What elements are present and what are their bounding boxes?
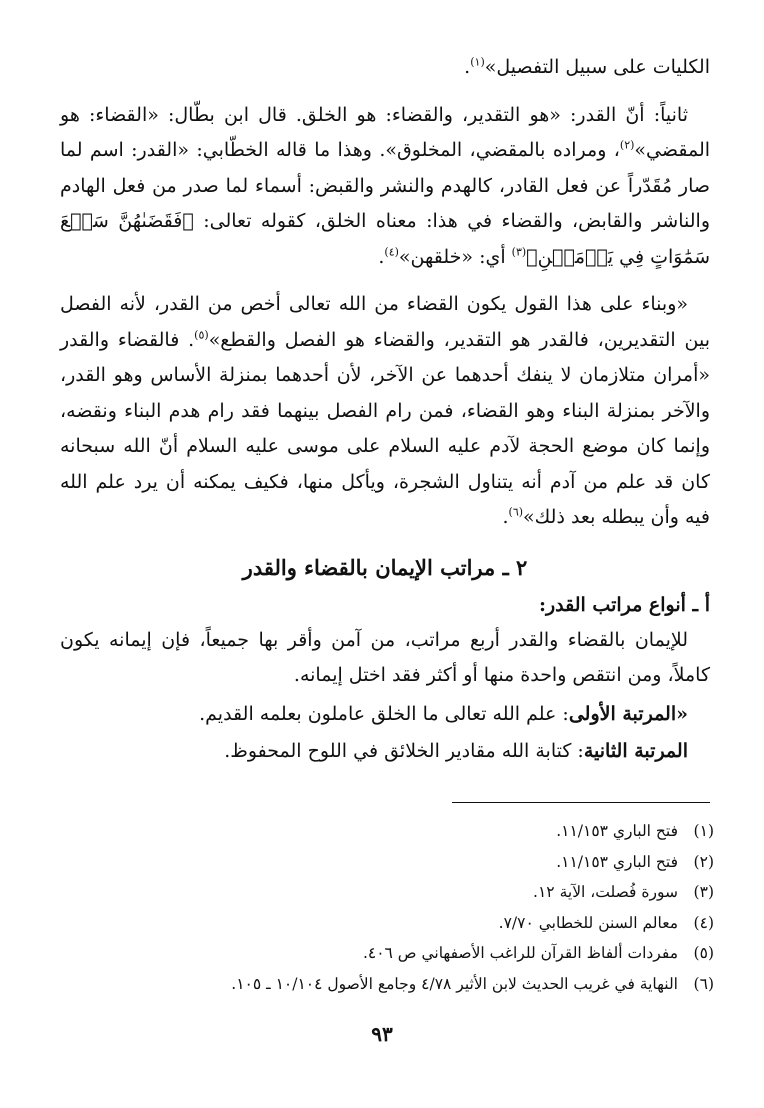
binaa-text-1: «وبناء على هذا القول يكون القضاء من الله تعالى أخص من القدر، لأنه الفصل بين التقديرين، فالقدر هو التقدير، والقضاء هو الفصل والقطع» (60, 293, 710, 351)
footnote-text: معالم السنن للخطابي ٧/٧٠. (498, 913, 678, 932)
footnote-number: (٤) (693, 913, 714, 932)
rank-second-text: : كتابة الله مقادير الخلائق في اللوح المحفوظ. (224, 739, 584, 762)
qadar-text-1: ثانياً: أنّ القدر: «هو التقدير، والقضاء: هو الخلق. قال ابن بطّال: «القضاء: هو المقضي» (60, 103, 711, 161)
subheading: أ ـ أنواع مراتب القدر: (538, 593, 710, 616)
footnote-ref-1[interactable]: (١) (470, 55, 485, 69)
page-number: ٩٣ (371, 1022, 393, 1046)
footnote-item (74, 816, 714, 847)
footnote-text: سورة فُصلت، الآية ١٢. (533, 883, 678, 901)
continuation-end: . (464, 56, 471, 78)
footnote-ref-3[interactable]: (٣) (511, 245, 527, 259)
rank-first (60, 696, 710, 733)
footnote-text: مفردات ألفاظ القرآن للراغب الأصفهاني ص ٤٠٦. (362, 944, 678, 962)
rank-first-label: «المرتبة الأولى (568, 702, 688, 725)
footnote-number: (٢) (693, 852, 714, 871)
continuation-paragraph (60, 50, 710, 86)
footnote-item (74, 877, 714, 908)
footnote-ref-4[interactable]: (٤) (384, 245, 399, 259)
footnote-number: (٣) (693, 883, 714, 901)
binaa-text-3: . (502, 506, 509, 528)
rank-second-label: المرتبة الثانية (583, 739, 688, 762)
footnote-ref-6[interactable]: (٦) (508, 505, 524, 519)
footnote-item (74, 938, 714, 969)
binaa-text-2: . فالقضاء والقدر «أمران متلازمان لا ينفك أحدهما عن الآخر، لأن أحدهما بمنزلة الأساس وهو القدر، والآخر بمنزلة البناء وهو القضاء، فمن رام الفصل بينهما فقد رام هدم البناء ونقضه، وإنما كان موضع الحجة لآدم عليه السلام على موسى عليه السلام أنّ الله سبحانه كان قد علم من آدم أنه يتناول الشجرة، ويأكل منها، فكيف يمكنه أن يرد علم الله فيه وأن يبطله بعد ذلك» (60, 328, 710, 528)
continuation-text: الكليات على سبيل التفصيل» (484, 56, 710, 78)
rank-second (60, 733, 710, 770)
footnote-item (74, 969, 714, 1000)
paragraph-qada-qadar-relation (60, 287, 710, 536)
page-body (60, 50, 710, 770)
qadar-text-3: أي: «خلقهن» (398, 245, 512, 268)
footnote-number: (٦) (693, 974, 714, 993)
paragraph-iman-ranks: للإيمان بالقضاء والقدر أربع مراتب، من آمن وأقر بها جميعاً، فإن إيمانه يكون كاملاً، ومن انتقص واحدة منها أو أكثر فقد اختل إيمانه. (60, 628, 710, 686)
footnote-text: النهاية في غريب الحديث لابن الأثير ٤/٧٨ وجامع الأصول ١٠/١٠٤ ـ ١٠٥. (231, 974, 678, 993)
footnote-ref-2[interactable]: (٢) (619, 138, 635, 152)
footnote-text: فتح الباري ١١/١٥٣. (556, 852, 678, 871)
footnote-ref-5[interactable]: (٥) (194, 328, 209, 342)
footnote-item (74, 908, 714, 939)
qadar-text-2: ، ومراده بالمقضي، المخلوق». وهذا ما قاله الخطّابي: «القدر: اسم لما صار مُقَدّراً عن فعل القادر، كالهدم والنشر والقبض: أسماء لما صدر من فعل الهادم والناشر والقابض، والقضاء في هذا: معناه الخلق، كقوله تعالى: ﴿فَقَضَىٰهُنَّ سَبۡعَ سَمَٰوَاتٍ فِي يَوۡمَيۡنِ﴾ (60, 139, 710, 268)
paragraph-qadar-definition (60, 98, 710, 276)
footnote-text: فتح الباري ١١/١٥٣. (556, 822, 678, 840)
section-heading: ٢ ـ مراتب الإيمان بالقضاء والقدر (242, 554, 528, 580)
footnote-divider (452, 802, 710, 803)
footnotes-list (74, 816, 714, 999)
footnote-number: (١) (693, 822, 714, 840)
rank-first-text: : علم الله تعالى ما الخلق عاملون بعلمه القديم. (199, 702, 569, 725)
qadar-text-4: . (378, 245, 385, 268)
footnote-number: (٥) (693, 944, 714, 962)
footnote-item (74, 847, 714, 878)
